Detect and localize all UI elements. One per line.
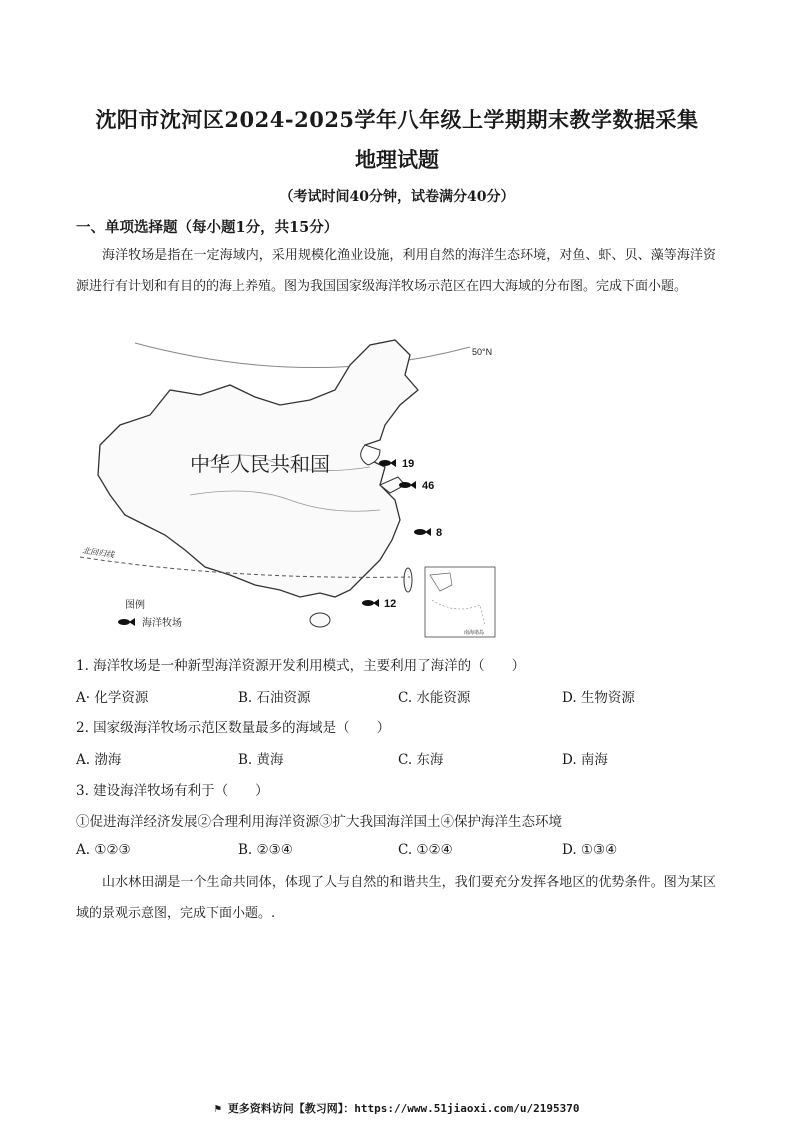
country-label: 中华人民共和国	[190, 452, 330, 476]
south-sea-inset	[425, 567, 495, 637]
q3-option-a[interactable]: A. ①②③	[76, 842, 131, 858]
question-1-stem: 1. 海洋牧场是一种新型海洋资源开发利用模式，主要利用了海洋的（ ）	[76, 658, 526, 674]
q3-option-c[interactable]: C. ①②④	[398, 842, 453, 858]
q3-option-d[interactable]: D. ①③④	[562, 842, 618, 858]
svg-text:19: 19	[402, 458, 415, 470]
passage-landscape: 山水林田湖是一个生命共同体，体现了人与自然的和谐共生，我们要充分发挥各地区的优势条件。图为某区域的景观示意图，完成下面小题。.	[76, 875, 716, 921]
q1-option-a[interactable]: A· 化学资源	[76, 690, 149, 706]
bohai-sea	[361, 445, 380, 465]
taiwan-island	[404, 568, 412, 592]
tropic-label: 北回归线	[81, 546, 115, 560]
svg-text:46: 46	[422, 480, 435, 492]
ranch-marker-yellow-sea	[399, 480, 434, 492]
q2-option-d[interactable]: D. 南海	[562, 752, 608, 768]
hainan-island	[310, 613, 330, 627]
question-2-stem: 2. 国家级海洋牧场示范区数量最多的海域是（ ）	[76, 720, 391, 736]
q2-option-a[interactable]: A. 渤海	[76, 752, 122, 768]
footer-link[interactable]	[0, 1100, 794, 1116]
q1-option-b[interactable]: B. 石油资源	[238, 690, 311, 706]
ranch-marker-east-china-sea	[414, 527, 442, 539]
exam-title: 沈阳市沈河区2024-2025学年八年级上学期期末教学数据采集	[95, 107, 699, 132]
section-heading: 一、单项选择题（每小题1分，共15分）	[76, 219, 339, 236]
question-3-statements: ①促进海洋经济发展②合理利用海洋资源③扩大我国海洋国土④保护海洋生态环境	[76, 814, 562, 830]
svg-text:12: 12	[384, 598, 397, 610]
flag-icon: ⚑	[214, 1102, 228, 1115]
footer-text: 更多资料访问【教习网】：https://www.51jiaoxi.com/u/2195370	[227, 1102, 580, 1115]
q2-option-b[interactable]: B. 黄海	[238, 752, 284, 768]
legend-title: 图例	[125, 600, 145, 611]
legend-fish-icon	[118, 618, 135, 626]
q2-option-c[interactable]: C. 东海	[398, 752, 444, 768]
q3-option-b[interactable]: B. ②③④	[238, 842, 293, 858]
svg-text:8: 8	[436, 527, 443, 539]
q1-option-c[interactable]: C. 水能资源	[398, 690, 471, 706]
q1-option-d[interactable]: D. 生物资源	[562, 690, 635, 706]
ocean-ranch-map	[80, 335, 500, 640]
latitude-50n-line	[135, 343, 470, 368]
passage-ocean-ranch: 海洋牧场是指在一定海域内，采用规模化渔业设施，利用自然的海洋生态环境，对鱼、虾、贝、藻等海洋资源进行有计划和有目的的海上养殖。图为我国国家级海洋牧场示范区在四大海域的分布图。完成下面小题。	[76, 248, 716, 294]
question-3-stem: 3. 建设海洋牧场有利于（ ）	[76, 783, 269, 799]
ranch-marker-south-china-sea	[362, 598, 396, 610]
inset-label: 南海诸岛	[464, 630, 485, 636]
legend-item-label: 海洋牧场	[142, 618, 182, 629]
exam-info: （考试时间40分钟，试卷满分40分）	[279, 189, 515, 205]
latitude-50n-label: 50°N	[472, 347, 493, 357]
exam-subtitle: 地理试题	[355, 147, 439, 172]
